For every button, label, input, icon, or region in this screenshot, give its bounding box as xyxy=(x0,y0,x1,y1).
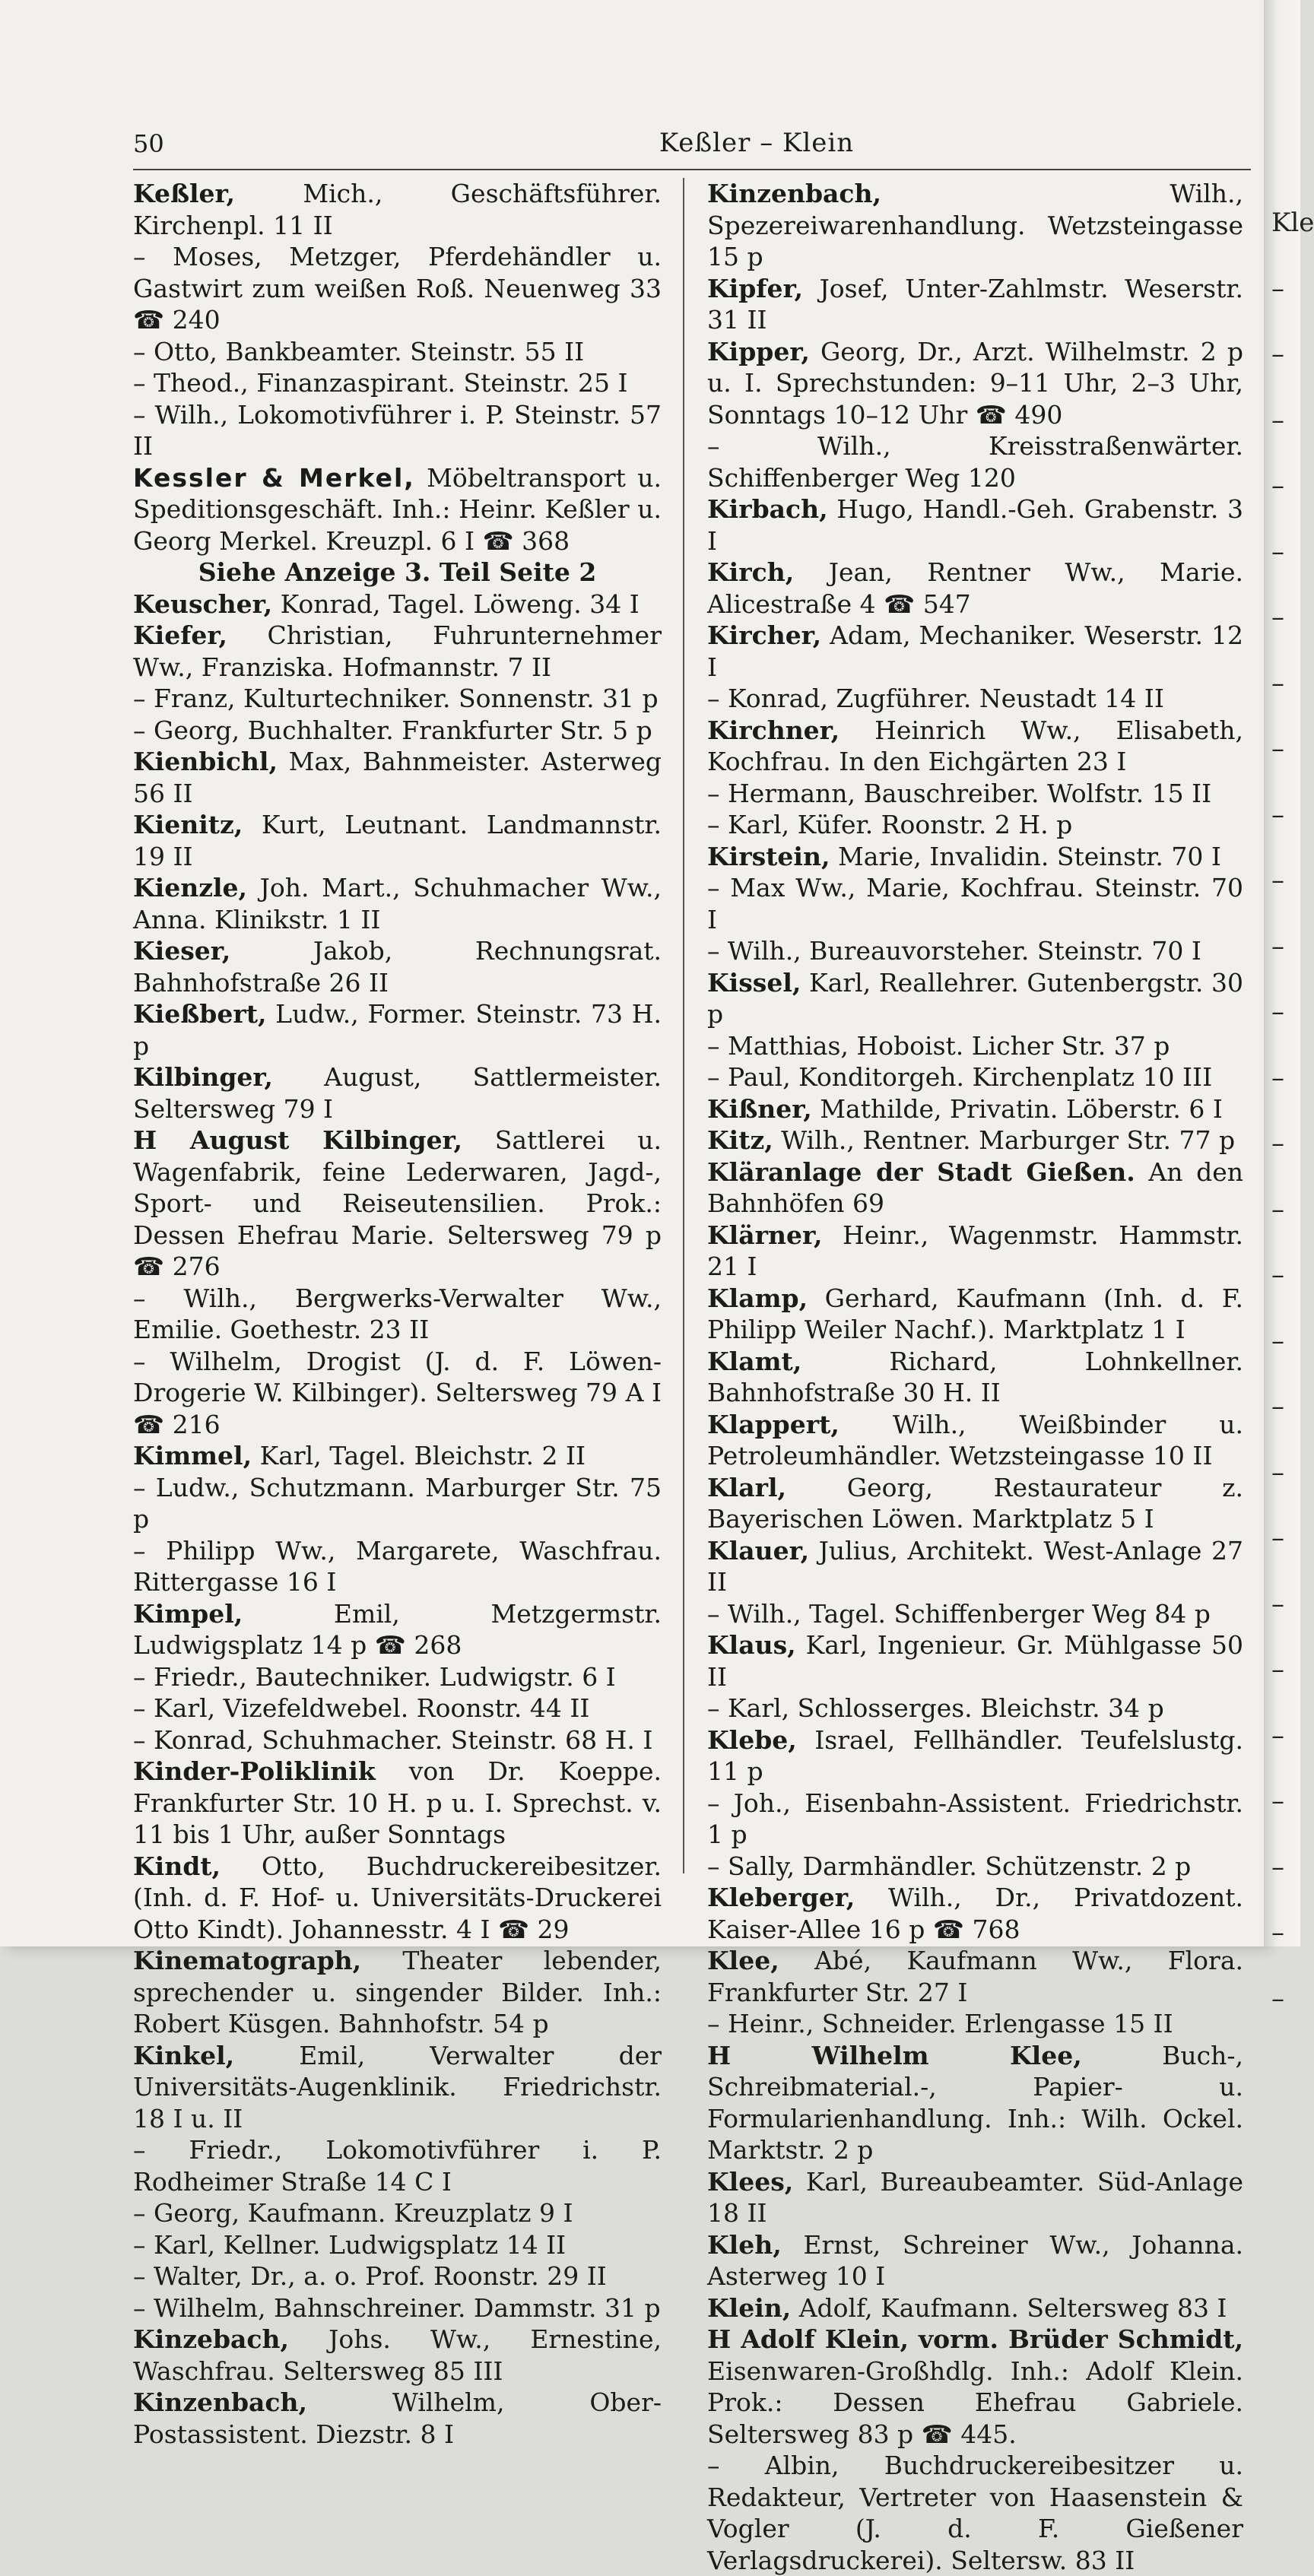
directory-entry xyxy=(707,1882,1243,1945)
edge-mark: – xyxy=(1271,1851,1284,1883)
directory-entry xyxy=(707,1346,1243,1409)
entry-name: Kilbinger, xyxy=(133,1062,273,1092)
directory-entry xyxy=(707,430,1243,493)
entry-name: Klee, xyxy=(707,1946,779,1975)
entry-details: – Wilhelm, Bahnschreiner. Dammstr. 31 p xyxy=(133,2292,661,2323)
directory-entry xyxy=(707,336,1243,431)
directory-entry xyxy=(707,178,1243,273)
entry-details: Josef, Unter-Zahlmstr. Weserstr. 31 II xyxy=(707,273,1243,335)
entry-details: Wilh., Rentner. Marburger Str. 77 p xyxy=(773,1125,1236,1155)
entry-name: Kissel, xyxy=(707,967,801,998)
entry-details: – Moses, Metzger, Pferdehändler u. Gastwirt zum weißen Roß. Neuenweg 33 ☎ 240 xyxy=(133,242,662,335)
entry-details: Karl, Tagel. Bleichstr. 2 II xyxy=(252,1441,586,1470)
entry-details: Karl, Reallehrer. Gutenbergstr. 30 p xyxy=(707,967,1243,1029)
directory-entry xyxy=(707,1535,1243,1598)
directory-entry xyxy=(707,1472,1243,1535)
edge-mark: Kle xyxy=(1271,208,1314,238)
entry-details: Eisenwaren-Großhdlg. Inh.: Adolf Klein. Prok.: Dessen Ehefrau Gabriele. Seltersweg 83 p ☎ 445. xyxy=(707,2356,1243,2449)
edge-mark: – xyxy=(1271,1260,1284,1290)
directory-entry xyxy=(707,1945,1243,2008)
edge-mark: – xyxy=(1271,536,1284,567)
entry-name: Kießbert, xyxy=(133,999,267,1029)
entry-details: Johs. Ww., Ernestine, Waschfrau. Seltersweg 85 III xyxy=(133,2324,662,2386)
entry-details: – Friedr., Bautechniker. Ludwigstr. 6 I xyxy=(133,1661,616,1692)
entry-details: Adam, Mechaniker. Weserstr. 12 I xyxy=(707,620,1243,682)
entry-details: – Matthias, Hoboist. Licher Str. 37 p xyxy=(707,1030,1170,1061)
directory-entry xyxy=(707,493,1243,557)
entry-details: – Friedr., Lokomotivführer i. P. Rodheimer Straße 14 C I xyxy=(133,2135,662,2197)
edge-mark: – xyxy=(1271,1194,1284,1225)
entry-name: Kinzenbach, xyxy=(707,179,881,208)
directory-entry xyxy=(133,178,662,241)
entry-details: An den Bahnhöfen 69 xyxy=(707,1156,1243,1218)
directory-entry xyxy=(707,2324,1243,2450)
entry-details: Gerhard, Kaufmann (Inh. d. F. Philipp Weiler Nachf.). Marktplatz 1 I xyxy=(707,1283,1243,1344)
entry-details: – Wilh., Bureauvorsteher. Steinstr. 70 I xyxy=(707,936,1201,966)
directory-entry xyxy=(707,1283,1243,1346)
directory-entry xyxy=(707,620,1243,683)
entry-name: Kienitz, xyxy=(133,810,243,839)
directory-entry xyxy=(707,1598,1243,1630)
directory-entry xyxy=(133,557,662,588)
directory-entry xyxy=(133,241,662,336)
directory-entry xyxy=(707,2008,1243,2040)
entry-details: Wilh., Spezereiwarenhandlung. Wetzsteingasse 15 p xyxy=(707,179,1243,271)
entry-details: – Wilh., Kreisstraßenwärter. Schiffenberger Weg 120 xyxy=(707,431,1243,493)
page-header xyxy=(133,122,1243,167)
entry-details: Richard, Lohnkellner. Bahnhofstraße 30 H. II xyxy=(707,1346,1243,1407)
directory-entry xyxy=(133,2229,662,2261)
entry-name: Kinder-Poliklinik xyxy=(133,1756,376,1786)
directory-entry xyxy=(133,715,662,747)
entry-name: Klarl, xyxy=(707,1472,787,1502)
entry-details: – Joh., Eisenbahn-Assistent. Friedrichstr. 1 p xyxy=(707,1788,1243,1849)
header-rule xyxy=(133,169,1251,170)
directory-entry xyxy=(707,1692,1243,1724)
edge-mark: – xyxy=(1271,799,1284,830)
entry-details: Mich., Geschäftsführer. Kirchenpl. 11 II xyxy=(133,179,662,240)
directory-entry xyxy=(133,1661,662,1693)
entry-details: Theater lebender, sprechender u. singender Bilder. Inh.: Robert Küsgen. Bahnhofstr. 54 p xyxy=(133,1946,662,2038)
entry-details: – Albin, Buchdruckereibesitzer u. Redakteur, Vertreter von Haasenstein & Vogler (J. d. F. Gießener Verlagsdruckerei). Seltersw. 83 II xyxy=(707,2451,1243,2575)
entry-name: H August Kilbinger, xyxy=(133,1125,463,1155)
directory-entry xyxy=(707,809,1243,841)
entry-details: Adolf, Kaufmann. Seltersweg 83 I xyxy=(791,2292,1227,2323)
entry-details: – Paul, Konditorgeh. Kirchenplatz 10 III xyxy=(707,1062,1213,1092)
edge-mark: – xyxy=(1271,1786,1284,1816)
entry-name: Kindt, xyxy=(133,1851,221,1881)
edge-mark: – xyxy=(1271,1720,1284,1751)
directory-entry xyxy=(133,1440,662,1472)
directory-entry xyxy=(133,2134,662,2197)
entry-name: Kieser, xyxy=(133,936,231,966)
entry-name: Keßler, xyxy=(133,179,236,208)
page-number: 50 xyxy=(133,129,164,158)
left-column xyxy=(133,178,662,2449)
entry-details: – Karl, Schlosserges. Bleichstr. 34 p xyxy=(707,1693,1164,1723)
entry-details: Otto, Buchdruckereibesitzer. (Inh. d. F. Hof- u. Universitäts-Druckerei Otto Kindt). Johannesstr. 4 I ☎ 29 xyxy=(133,1851,662,1944)
entry-name: Kiefer, xyxy=(133,620,227,650)
entry-details: – Hermann, Bauschreiber. Wolfstr. 15 II xyxy=(707,778,1212,808)
entry-details: – Walter, Dr., a. o. Prof. Roonstr. 29 II xyxy=(133,2261,607,2291)
entry-details: Georg, Restaurateur z. Bayerischen Löwen. Marktplatz 5 I xyxy=(707,1472,1243,1534)
directory-entry xyxy=(133,809,662,872)
entry-details: – Wilh., Bergwerks-Verwalter Ww., Emilie. Goethestr. 23 II xyxy=(133,1283,662,1344)
entry-details: Christian, Fuhrunternehmer Ww., Franziska. Hofmannstr. 7 II xyxy=(133,620,662,682)
entry-name: Kirstein, xyxy=(707,841,830,871)
directory-entry xyxy=(707,841,1243,873)
directory-entry xyxy=(707,683,1243,715)
directory-entry xyxy=(133,1945,662,2040)
column-divider xyxy=(683,178,684,1873)
entry-details: – Georg, Kaufmann. Kreuzplatz 9 I xyxy=(133,2198,573,2228)
directory-entry xyxy=(133,588,662,620)
edge-mark: – xyxy=(1271,273,1284,304)
entry-details: – Franz, Kulturtechniker. Sonnenstr. 31 p xyxy=(133,684,659,713)
entry-name: Kircher, xyxy=(707,620,822,650)
entry-details: Ludw., Former. Steinstr. 73 H. p xyxy=(133,999,662,1061)
entry-details: – Wilh., Tagel. Schiffenberger Weg 84 p xyxy=(707,1598,1211,1629)
directory-entry xyxy=(133,998,662,1061)
entry-name: Klein, xyxy=(707,2292,792,2323)
entry-details: – Max Ww., Marie, Kochfrau. Steinstr. 70 I xyxy=(707,873,1243,934)
directory-entry xyxy=(133,2040,662,2135)
entry-name: Kirch, xyxy=(707,557,795,587)
edge-mark: – xyxy=(1271,1654,1284,1685)
entry-details: – Ludw., Schutzmann. Marburger Str. 75 p xyxy=(133,1472,662,1534)
entry-details: Abé, Kaufmann Ww., Flora. Frankfurter Str. 27 I xyxy=(707,1946,1243,2007)
edge-mark: – xyxy=(1271,1588,1284,1620)
directory-entry xyxy=(133,2324,662,2387)
directory-entry xyxy=(707,1724,1243,1788)
entry-details: Wilh., Dr., Privatdozent. Kaiser-Allee 16 p ☎ 768 xyxy=(707,1883,1243,1944)
entry-details: – Philipp Ww., Margarete, Waschfrau. Rittergasse 16 I xyxy=(133,1535,662,1597)
entry-details: – Theod., Finanzaspirant. Steinstr. 25 I xyxy=(133,368,628,398)
directory-entry xyxy=(707,1788,1243,1851)
entry-details: Heinr., Wagenmstr. Hammstr. 21 I xyxy=(707,1220,1243,1281)
entry-details: – Karl, Kellner. Ludwigsplatz 14 II xyxy=(133,2229,567,2260)
directory-entry xyxy=(707,1061,1243,1093)
entry-details: Siehe Anzeige 3. Teil Seite 2 xyxy=(198,557,597,587)
directory-entry xyxy=(707,1093,1243,1125)
entry-name: H Adolf Klein, vorm. Brüder Schmidt, xyxy=(707,2324,1243,2354)
entry-details: Julius, Architekt. West-Anlage 27 II xyxy=(707,1535,1243,1597)
entry-name: Kleh, xyxy=(707,2229,782,2260)
directory-entry xyxy=(133,872,662,935)
entry-name: Klamt, xyxy=(707,1346,802,1376)
directory-entry xyxy=(133,1756,662,1851)
edge-mark: – xyxy=(1271,471,1284,501)
directory-entry xyxy=(707,935,1243,967)
directory-entry xyxy=(707,2040,1243,2166)
entry-details: – Heinr., Schneider. Erlengasse 15 II xyxy=(707,2009,1173,2038)
directory-entry xyxy=(133,683,662,715)
directory-entry xyxy=(707,2166,1243,2229)
directory-entry xyxy=(133,462,662,557)
entry-details: Konrad, Tagel. Löweng. 34 I xyxy=(272,588,640,619)
entry-details: – Otto, Bankbeamter. Steinstr. 55 II xyxy=(133,336,585,366)
edge-mark: – xyxy=(1271,997,1284,1027)
edge-mark: – xyxy=(1271,931,1284,962)
entry-details: Wilhelm, Ober-Postassistent. Diezstr. 8 I xyxy=(133,2387,662,2449)
directory-entry xyxy=(133,1598,662,1661)
entry-details: Ernst, Schreiner Ww., Johanna. Asterweg 10 I xyxy=(707,2229,1243,2291)
entry-name: H Wilhelm Klee, xyxy=(707,2040,1082,2070)
edge-mark: – xyxy=(1271,602,1284,633)
directory-entry xyxy=(133,2260,662,2292)
entry-name: Klärner, xyxy=(707,1220,823,1250)
directory-entry xyxy=(707,2229,1243,2292)
directory-entry xyxy=(133,1535,662,1598)
right-column xyxy=(707,178,1243,2575)
entry-name: Klebe, xyxy=(707,1724,797,1755)
edge-mark: – xyxy=(1271,865,1284,896)
entry-details: Kurt, Leutnant. Landmannstr. 19 II xyxy=(133,810,662,871)
directory-entry xyxy=(133,1283,662,1346)
edge-mark: – xyxy=(1271,668,1284,699)
directory-entry xyxy=(707,1030,1243,1062)
edge-mark: – xyxy=(1271,1062,1284,1093)
entry-details: Karl, Ingenieur. Gr. Mühlgasse 50 II xyxy=(707,1630,1243,1692)
edge-mark: – xyxy=(1271,1918,1284,1948)
directory-entry xyxy=(133,1125,662,1283)
entry-details: Buch-, Schreibmaterial.-, Papier- u. Formularienhandlung. Inh.: Wilh. Ockel. Marktstr. 2 p xyxy=(707,2040,1243,2165)
directory-entry xyxy=(707,557,1243,620)
directory-entry xyxy=(133,336,662,368)
entry-details: Marie, Invalidin. Steinstr. 70 I xyxy=(830,841,1221,871)
directory-entry xyxy=(133,1692,662,1724)
entry-details: Wilh., Weißbinder u. Petroleumhändler. Wetzsteingasse 10 II xyxy=(707,1409,1243,1470)
entry-details: – Wilh., Lokomotivführer i. P. Steinstr. 57 II xyxy=(133,399,662,461)
directory-entry xyxy=(133,1061,662,1125)
directory-entry xyxy=(707,715,1243,778)
directory-entry xyxy=(133,2197,662,2229)
entry-details: Jakob, Rechnungsrat. Bahnhofstraße 26 II xyxy=(133,936,662,998)
entry-name: Kimmel, xyxy=(133,1441,252,1470)
entry-name: Kienzle, xyxy=(133,873,247,903)
directory-entry xyxy=(707,1409,1243,1472)
directory-entry xyxy=(133,399,662,462)
edge-mark: – xyxy=(1271,734,1284,764)
entry-name: Kinkel, xyxy=(133,2040,235,2070)
adjacent-page-edge xyxy=(1271,190,1314,2032)
directory-entry xyxy=(707,967,1243,1030)
entry-name: Klauer, xyxy=(707,1535,810,1566)
entry-name: Kläranlage der Stadt Gießen. xyxy=(707,1156,1135,1187)
entry-name: Kipfer, xyxy=(707,273,803,303)
directory-entry xyxy=(133,1472,662,1535)
entry-name: Kitz, xyxy=(707,1125,773,1155)
directory-entry xyxy=(133,746,662,809)
entry-name: Kimpel, xyxy=(133,1598,243,1629)
entry-details: Sattlerei u. Wagenfabrik, feine Lederwaren, Jagd-, Sport- und Reiseutensilien. Prok.: Dessen Ehefrau Marie. Seltersweg 79 p ☎ 276 xyxy=(133,1125,662,1281)
entry-details: Möbeltransport u. Speditionsgeschäft. Inh.: Heinr. Keßler u. Georg Merkel. Kreuzpl. 6 I ☎ 368 xyxy=(133,462,662,556)
entry-name: Keuscher, xyxy=(133,588,273,619)
entry-name: Klaus, xyxy=(707,1630,796,1660)
entry-details: Israel, Fellhändler. Teufelslustg. 11 p xyxy=(707,1724,1243,1786)
entry-details: – Konrad, Zugführer. Neustadt 14 II xyxy=(707,684,1164,713)
entry-name: Kessler & Merkel, xyxy=(133,462,415,493)
directory-entry xyxy=(133,2387,662,2450)
directory-entry xyxy=(707,2450,1243,2576)
entry-name: Klappert, xyxy=(707,1409,840,1439)
entry-name: Klamp, xyxy=(707,1283,808,1313)
edge-mark: – xyxy=(1271,1523,1284,1553)
directory-entry xyxy=(133,367,662,399)
directory-entry xyxy=(707,778,1243,810)
running-title: Keßler – Klein xyxy=(659,128,855,158)
edge-mark: – xyxy=(1271,1983,1284,2014)
directory-entry xyxy=(133,1851,662,1946)
entry-details: von Dr. Koeppe. Frankfurter Str. 10 H. p u. I. Sprechst. v. 11 bis 1 Uhr, außer Sonntags xyxy=(133,1756,662,1849)
edge-mark: – xyxy=(1271,1325,1284,1356)
edge-mark: – xyxy=(1271,1128,1284,1159)
entry-details: Hugo, Handl.-Geh. Grabenstr. 3 I xyxy=(707,494,1243,556)
directory-entry xyxy=(133,935,662,998)
entry-details: – Wilhelm, Drogist (J. d. F. Löwen-Drogerie W. Kilbinger). Seltersweg 79 A I ☎ 216 xyxy=(133,1346,662,1439)
directory-entry xyxy=(707,273,1243,336)
edge-mark: – xyxy=(1271,1391,1284,1422)
entry-details: Max, Bahnmeister. Asterweg 56 II xyxy=(133,747,662,808)
edge-mark: – xyxy=(1271,404,1284,436)
entry-details: – Georg, Buchhalter. Frankfurter Str. 5 p xyxy=(133,715,652,745)
entry-details: – Konrad, Schuhmacher. Steinstr. 68 H. I xyxy=(133,1724,653,1755)
entry-name: Kinzebach, xyxy=(133,2324,289,2354)
directory-entry xyxy=(707,1851,1243,1883)
entry-name: Kirchner, xyxy=(707,715,840,745)
entry-name: Kirbach, xyxy=(707,494,828,524)
entry-name: Kißner, xyxy=(707,1093,812,1124)
entry-details: August, Sattlermeister. Seltersweg 79 I xyxy=(133,1062,662,1124)
directory-entry xyxy=(707,1156,1243,1220)
entry-details: Karl, Bureaubeamter. Süd-Anlage 18 II xyxy=(707,2166,1243,2228)
entry-name: Kienbichl, xyxy=(133,747,278,776)
entry-details: Jean, Rentner Ww., Marie. Alicestraße 4 ☎ 547 xyxy=(707,557,1243,619)
edge-mark: – xyxy=(1271,339,1284,370)
entry-details: Heinrich Ww., Elisabeth, Kochfrau. In den Eichgärten 23 I xyxy=(707,715,1243,776)
directory-entry xyxy=(133,1724,662,1756)
entry-details: Emil, Metzgermstr. Ludwigsplatz 14 p ☎ 268 xyxy=(133,1598,662,1660)
directory-entry xyxy=(133,1346,662,1441)
entry-details: – Sally, Darmhändler. Schützenstr. 2 p xyxy=(707,1851,1192,1881)
directory-entry xyxy=(133,620,662,683)
entry-name: Kinematograph, xyxy=(133,1946,362,1975)
directory-entry xyxy=(707,1629,1243,1692)
entry-details: Joh. Mart., Schuhmacher Ww., Anna. Klinikstr. 1 II xyxy=(133,873,662,934)
entry-name: Kipper, xyxy=(707,336,810,366)
entry-details: Mathilde, Privatin. Löberstr. 6 I xyxy=(811,1093,1223,1124)
entry-details: – Karl, Küfer. Roonstr. 2 H. p xyxy=(707,810,1073,839)
entry-name: Klees, xyxy=(707,2166,794,2197)
directory-entry xyxy=(707,1125,1243,1156)
entry-details: – Karl, Vizefeldwebel. Roonstr. 44 II xyxy=(133,1693,590,1723)
entry-details: Georg, Dr., Arzt. Wilhelmstr. 2 p u. I. Sprechstunden: 9–11 Uhr, 2–3 Uhr, Sonntags 10–12 Uhr ☎ 490 xyxy=(707,336,1243,430)
entry-details: Emil, Verwalter der Universitäts-Augenklinik. Friedrichstr. 18 I u. II xyxy=(133,2040,662,2133)
directory-entry xyxy=(707,2292,1243,2324)
entry-name: Kleberger, xyxy=(707,1883,855,1912)
edge-mark: – xyxy=(1271,1457,1284,1488)
directory-entry xyxy=(707,1220,1243,1283)
directory-entry xyxy=(133,2292,662,2324)
entry-name: Kinzenbach, xyxy=(133,2387,307,2417)
directory-entry xyxy=(707,872,1243,935)
